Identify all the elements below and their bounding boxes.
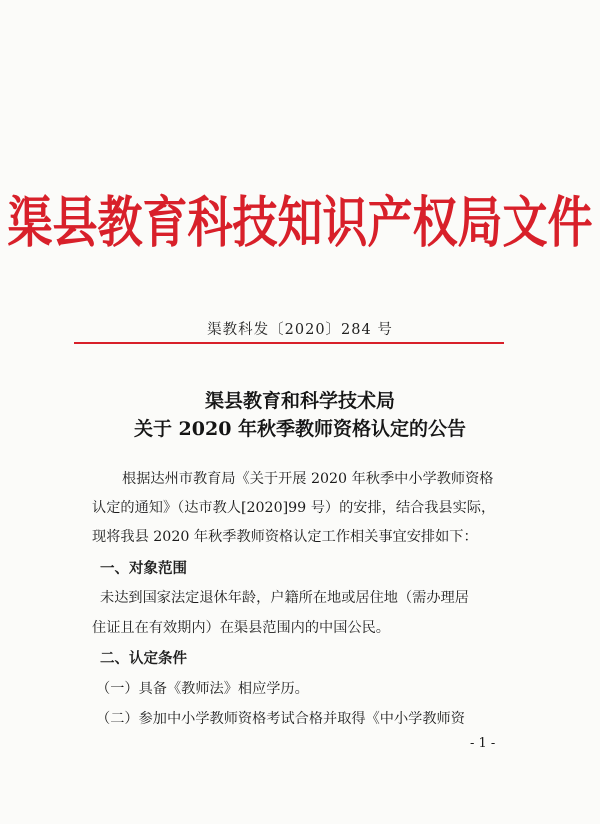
condition-item-1: （一）具备《教师法》相应学历。 [96,681,309,697]
intro-line-3: 现将我县 2020 年秋季教师资格认定工作相关事宜安排如下： [92,529,478,545]
page-number: - 1 - [470,736,496,751]
document-header-title: 渠县教育科技知识产权局文件 [7,190,593,255]
section1-line-2: 住证且在有效期内）在渠县范围内的中国公民。 [92,620,390,636]
notice-title-line2: 关于 2020 年秋季教师资格认定的公告 [133,418,467,440]
condition-item-2: （二）参加中小学教师资格考试合格并取得《中小学教师资 [96,711,465,727]
intro-line-1: 根据达州市教育局《关于开展 2020 年秋季中小学教师资格 [122,471,494,487]
section1-line-1: 未达到国家法定退休年龄，户籍所在地或居住地（需办理居 [100,590,469,606]
document-number: 渠教科发〔2020〕284 号 [207,322,393,338]
intro-line-2: 认定的通知》（达市教人[2020]99 号）的安排，结合我县实际， [92,500,496,516]
section-heading-conditions: 二、认定条件 [100,651,187,667]
red-divider-line [74,342,504,344]
notice-title-line1: 渠县教育和科学技术局 [204,390,395,412]
section-heading-scope: 一、对象范围 [100,561,187,577]
